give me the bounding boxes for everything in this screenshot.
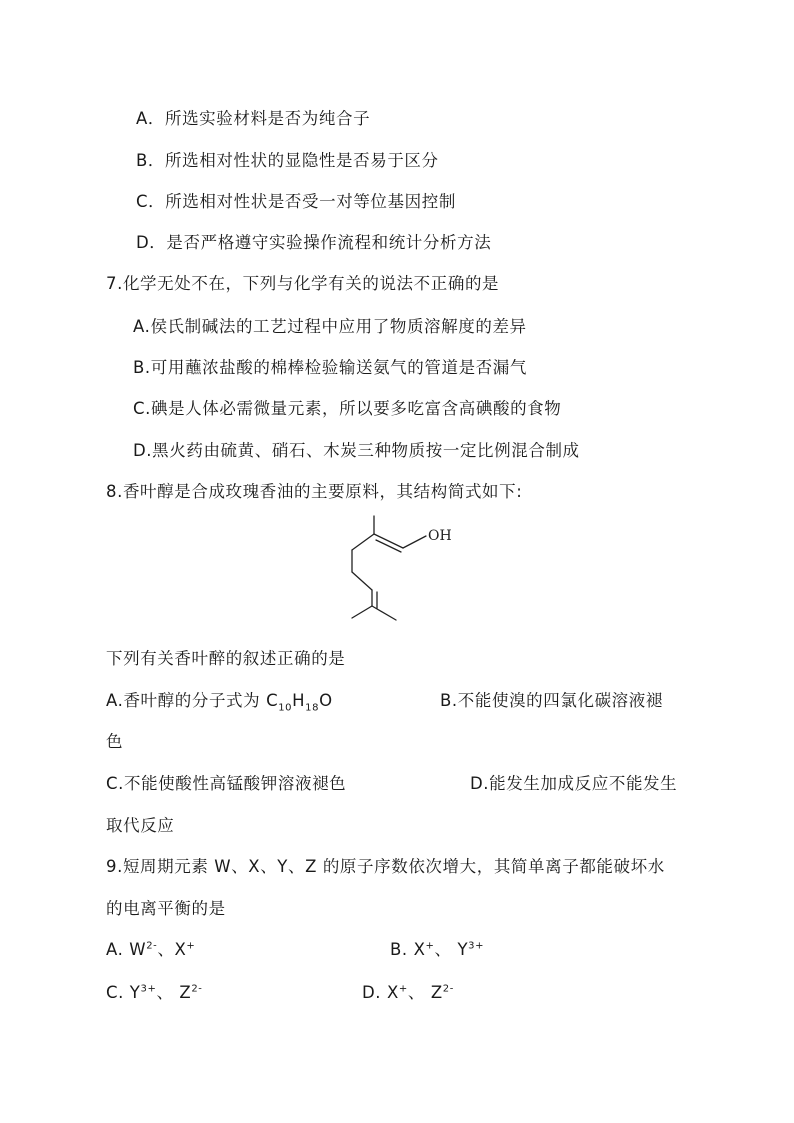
q6-option-c: C．所选相对性状是否受一对等位基因控制 (136, 192, 456, 211)
q7-option-d: D.黑火药由硫黄、硝石、木炭三种物质按一定比例混合制成 (133, 441, 580, 460)
q8-option-c: C.不能使酸性高锰酸钾溶液褪色 (106, 774, 347, 793)
double-bond-upper (376, 540, 401, 552)
q6-option-a: A．所选实验材料是否为纯合子 (136, 109, 371, 128)
q9-option-c: C. $Y^{3+}$、 $Z^{2-}$ (106, 983, 203, 1002)
q8-option-b-line1: B.不能使溴的四氯化碳溶液褪 (440, 691, 663, 710)
q9-option-a: A. $W^{2-}$、X+ (106, 940, 196, 959)
q8-option-a: A.香叶醇的分子式为 $C_{10}H_{18}O$ (106, 691, 333, 714)
q8-option-b-line2: 色 (106, 732, 124, 751)
q8-option-d-line1: D.能发生加成反应不能发生 (470, 774, 678, 793)
q6-option-b: B．所选相对性状的显隐性是否易于区分 (136, 151, 439, 170)
q8-option-d-line2: 取代反应 (106, 816, 175, 835)
q7-option-b: B.可用蘸浓盐酸的棉棒检验输送氨气的管道是否漏气 (133, 358, 527, 377)
geraniol-structure (340, 510, 470, 630)
q8-stem: 8.香叶醇是合成玫瑰香油的主要原料，其结构简式如下: (106, 482, 523, 501)
q9-option-d: D. X+、 $Z^{2-}$ (362, 983, 454, 1002)
hydroxyl-label: OH (428, 528, 452, 544)
q7-stem: 7.化学无处不在，下列与化学有关的说法不正确的是 (106, 274, 500, 293)
q9-stem-line2: 的电离平衡的是 (106, 899, 226, 918)
q7-option-c: C.碘是人体必需微量元素，所以要多吃富含高碘酸的食物 (133, 399, 562, 418)
q6-option-d: D．是否严格遵守实验操作流程和统计分析方法 (136, 233, 492, 252)
q8-question: 下列有关香叶醉的叙述正确的是 (106, 649, 346, 668)
q9-stem-line1: 9.短周期元素 W、X、Y、Z 的原子序数依次增大，其简单离子都能破坏水 (106, 857, 665, 876)
q9-option-b: B. X+、 $Y^{3+}$ (390, 940, 485, 959)
q7-option-a: A.侯氏制碱法的工艺过程中应用了物质溶解度的差异 (133, 317, 527, 336)
